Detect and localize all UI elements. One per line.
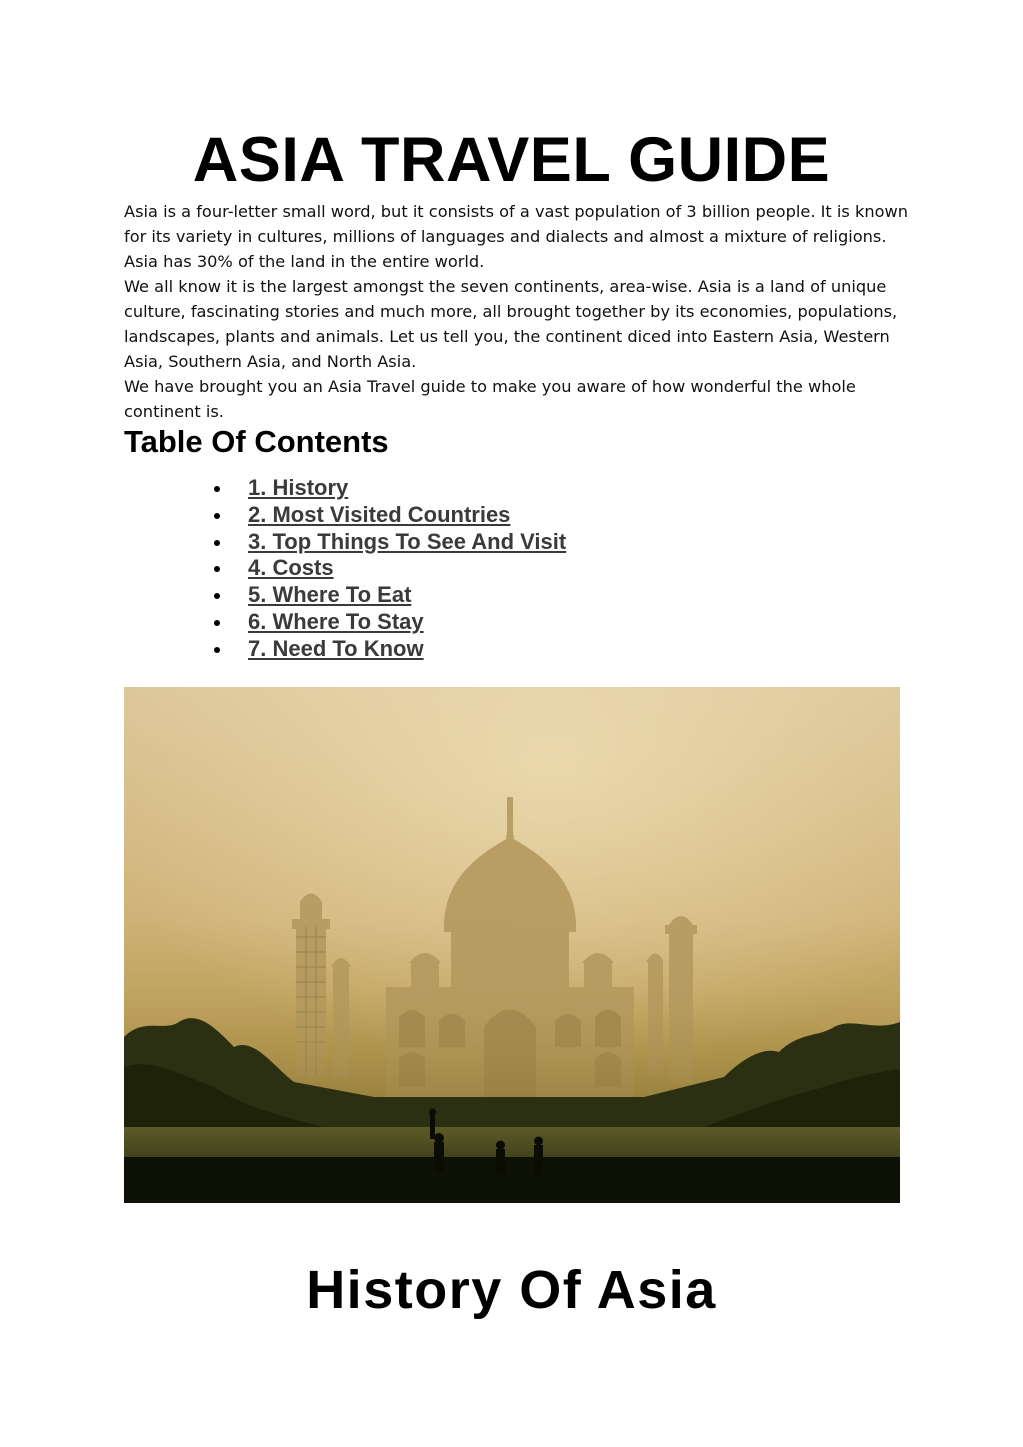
toc-item [214,582,566,609]
intro-paragraph: We all know it is the largest amongst the seven continents, area-wise. Asia is a land of unique culture, fascinating stories and much more, all brought together by its economies, populations, landscapes, plants and animals. Let us tell you, the continent diced into Eastern Asia, Western Asia, Southern Asia, and North Asia. [124,277,898,371]
toc-item [214,609,566,636]
toc-link-most-visited-countries[interactable]: 2. Most Visited Countries [248,501,511,527]
section-heading-history: History Of Asia [306,1260,717,1320]
taj-mahal-photo [124,687,900,1203]
toc-link-history[interactable]: 1. History [248,475,349,500]
bullet-icon [214,486,220,492]
toc-link-costs[interactable]: 4. Costs [248,555,334,581]
toc-link-where-to-eat[interactable]: 5. Where To Eat [248,582,412,608]
bullet-icon [214,647,220,653]
bullet-icon [214,620,220,626]
intro-paragraph: Asia is a four-letter small word, but it consists of a vast population of 3 billion people. It is known for its variety in cultures, millions of languages and dialects and almost a mixture of religions. Asia has 30% of the land in the entire world. [124,202,908,271]
toc-item [214,555,566,582]
intro-paragraph: We have brought you an Asia Travel guide to make you aware of how wonderful the whole continent is. [124,377,856,421]
bullet-icon [214,566,220,572]
toc-link-top-things[interactable]: 3. Top Things To See And Visit [248,528,567,554]
table-of-contents [214,475,566,663]
toc-item [214,475,566,502]
toc-link-where-to-stay[interactable]: 6. Where To Stay [248,608,424,634]
bullet-icon [214,540,220,546]
bullet-icon [214,593,220,599]
page-title: ASIA TRAVEL GUIDE [192,125,831,195]
intro-text [124,199,914,424]
toc-item [214,502,566,529]
toc-item [214,636,566,663]
toc-link-need-to-know[interactable]: 7. Need To Know [248,635,424,661]
bullet-icon [214,513,220,519]
toc-heading: Table Of Contents [124,424,389,459]
toc-item [214,529,566,556]
